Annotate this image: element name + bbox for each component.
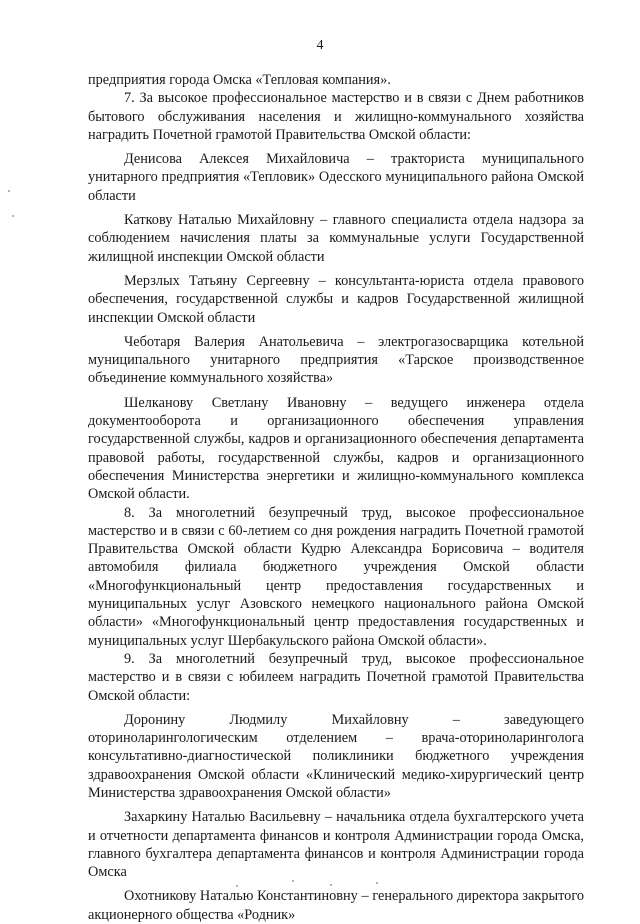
paragraph-nominee-doronina: Доронину Людмилу Михайловну – заведующего оториноларингологическим отделением – врача-оториноларинголога консультативно-диагностической поликлиники бюджетного учреждения здравоохранения Омской области «Клинический медико-хирургический центр Министерства здравоохранения Омской области»: [88, 711, 584, 801]
paragraph-continuation: предприятия города Омска «Тепловая компания».: [88, 72, 391, 88]
paragraph-nominee-denisov: Денисова Алексея Михайловича – тракториста муниципального унитарного предприятия «Тепловик» Одесского муниципального района Омской области: [88, 151, 584, 204]
paragraph-nominee-chebotar: Чеботаря Валерия Анатольевича – электрогазосварщика котельной муниципального унитарного предприятия «Тарское производственное объединение коммунального хозяйства»: [88, 333, 584, 387]
paragraph-nominee-shelkanova: Шелканову Светлану Ивановну – ведущего инженера отдела документооборота и организационного обеспечения управления государственной службы, кадров и организационного обеспечения департамента правовой работы, государственной службы, кадров и организационного обеспечения Министерства энергетики и жилищно-коммунального комплекса Омской области.: [88, 394, 584, 503]
paragraph-item-8: 8. За многолетний безупречный труд, высокое профессиональное мастерство и в связи с 60-летием со дня рождения наградить Почетной грамотой Правительства Омской области Кудрю Александра Борисовича – водителя автомобиля филиала бюджетного учреждения Омской области «Многофункциональный центр предоставления государственных и муниципальных услуг Азовского немецкого национального района Омской области» «Многофункциональный центр предоставления государственных и муниципальных услуг Шербакульского района Омской области».: [88, 504, 584, 649]
scan-speck: [12, 215, 14, 217]
scan-speck: [292, 880, 294, 882]
paragraph-nominee-zakharkina: Захаркину Наталью Васильевну – начальника отдела бухгалтерского учета и отчетности департамента финансов и контроля Администрации города Омска, главного бухгалтера департамента финансов и контроля Администрации города Омска: [88, 809, 584, 881]
paragraph-nominee-merzlykh: Мерзлых Татьяну Сергеевну – консультанта-юриста отдела правового обеспечения, государственной службы и кадров Государственной жилищной инспекции Омской области: [88, 272, 584, 326]
paragraph-item-7: 7. За высокое профессиональное мастерство и в связи с Днем работников бытового обслуживания населения и жилищно-коммунального хозяйства наградить Почетной грамотой Правительства Омской области:: [88, 90, 584, 143]
paragraph-nominee-okhotnikova: Охотникову Наталью Константиновну – генерального директора закрытого акционерного общества «Родник»: [88, 888, 584, 923]
scan-speck: [8, 190, 10, 192]
scan-speck: [236, 885, 238, 887]
scan-speck: [330, 884, 332, 886]
paragraph-item-9: 9. За многолетний безупречный труд, высокое профессиональное мастерство и в связи с юбилеем наградить Почетной грамотой Правительства Омской области:: [88, 650, 584, 704]
document-body: [88, 71, 584, 924]
paragraph-nominee-katkova: Каткову Наталью Михайловну – главного специалиста отдела надзора за соблюдением начисления платы за коммунальные услуги Государственной жилищной инспекции Омской области: [88, 212, 584, 265]
page-number: 4: [316, 38, 324, 53]
scan-speck: [376, 882, 378, 884]
